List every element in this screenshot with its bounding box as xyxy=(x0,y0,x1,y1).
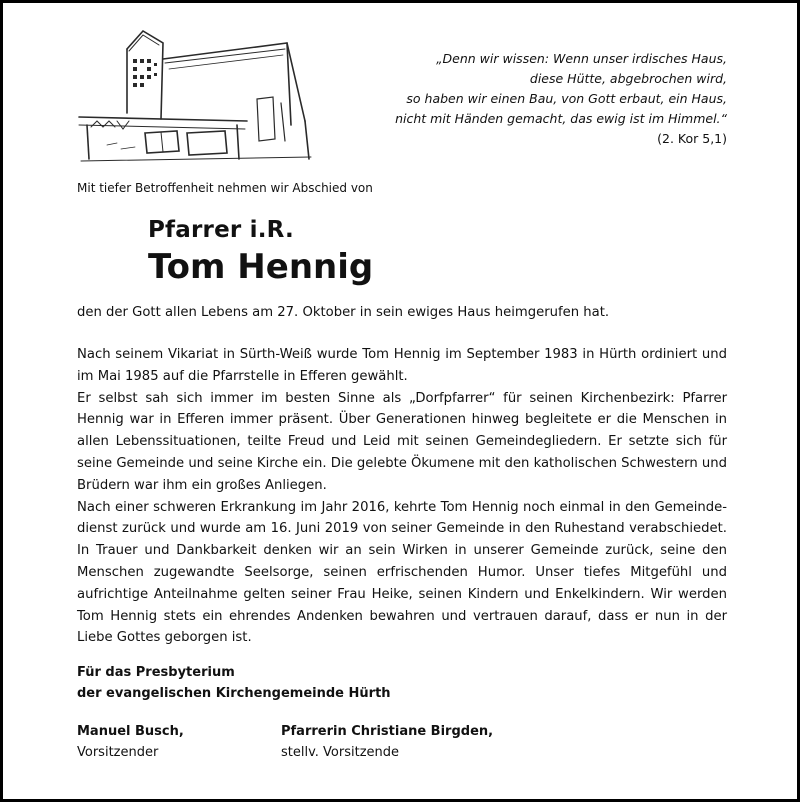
quote-line: „Denn wir wissen: Wenn unser irdisches Haus, xyxy=(436,51,727,66)
body-line: Liebe Gottes geborgen ist. xyxy=(77,630,252,646)
body-line: Menschen zugewandte Seelsorge, seinen erfrischenden Humor. Unser tiefes Mitgefühl und xyxy=(77,564,727,580)
deceased-name: Tom Hennig xyxy=(148,247,374,287)
deceased-title: Pfarrer i.R. xyxy=(148,217,294,243)
scripture-quote xyxy=(367,49,727,149)
obituary-body xyxy=(77,344,727,649)
body-line: Tom Hennig stets ein ehrendes Andenken bewahren und vertrauen darauf, dass er nun in der xyxy=(77,608,727,624)
body-line: Hennig war in Efferen immer präsent. Über Generationen hinweg begleitete er die Menschen in xyxy=(77,412,727,428)
quote-reference: (2. Kor 5,1) xyxy=(657,131,727,146)
body-line: im Mai 1985 auf die Pfarrstelle in Efferen gewählt. xyxy=(77,368,408,384)
signoff-organisation xyxy=(77,662,391,704)
signatory-chair xyxy=(77,721,184,763)
signatory-deputy xyxy=(281,721,493,763)
quote-line: so haben wir einen Bau, von Gott erbaut, ein Haus, xyxy=(406,91,727,106)
intro-text: Mit tiefer Betroffenheit nehmen wir Abschied von xyxy=(77,181,373,195)
quote-line: nicht mit Händen gemacht, das ewig ist im Himmel.“ xyxy=(395,111,727,126)
body-line: seine Gemeinde und seine Kirche ein. Die gelebte Ökumene mit den katholischen Schwestern und xyxy=(77,455,727,471)
signoff-line: Für das Presbyterium xyxy=(77,665,235,680)
body-line: Er selbst sah sich immer im besten Sinne als „Dorfpfarrer“ für seinen Kirchenbezirk: Pfarrer xyxy=(77,390,727,406)
body-line: aufrichtige Anteilnahme gelten seiner Frau Heike, seinen Kindern und Enkelkindern. Wir werden xyxy=(77,586,727,602)
signatory-name: Manuel Busch, xyxy=(77,724,184,739)
body-line: Nach seinem Vikariat in Sürth-Weiß wurde Tom Hennig im September 1983 in Hürth ordiniert und xyxy=(77,347,727,362)
signatory-role: stellv. Vorsitzende xyxy=(281,745,400,760)
signoff-line: der evangelischen Kirchengemeinde Hürth xyxy=(77,686,391,701)
signatory-name: Pfarrerin Christiane Birgden, xyxy=(281,724,494,739)
lead-sentence: den der Gott allen Lebens am 27. Oktober in sein ewiges Haus heimgerufen hat. xyxy=(77,305,610,320)
quote-line: diese Hütte, abgebrochen wird, xyxy=(529,71,727,86)
body-line: Nach einer schweren Erkrankung im Jahr 2016, kehrte Tom Hennig noch einmal in den Gemeinde- xyxy=(77,499,727,515)
body-line: dienst zurück und wurde am 16. Juni 2019 von seiner Gemeinde in den Ruhestand verabschiedet. xyxy=(77,521,727,537)
church-sketch-illustration xyxy=(77,29,313,165)
body-line: allen Lebenssituationen, teilte Freud und Leid mit seinen Gemeindegliedern. Er setzte sich für xyxy=(77,434,727,450)
body-line: Brüdern war ihm ein großes Anliegen. xyxy=(77,477,327,493)
body-line: In Trauer und Dankbarkeit denken wir an sein Wirken in unserer Gemeinde zurück, seine den xyxy=(77,543,727,559)
signatory-role: Vorsitzender xyxy=(77,745,159,760)
